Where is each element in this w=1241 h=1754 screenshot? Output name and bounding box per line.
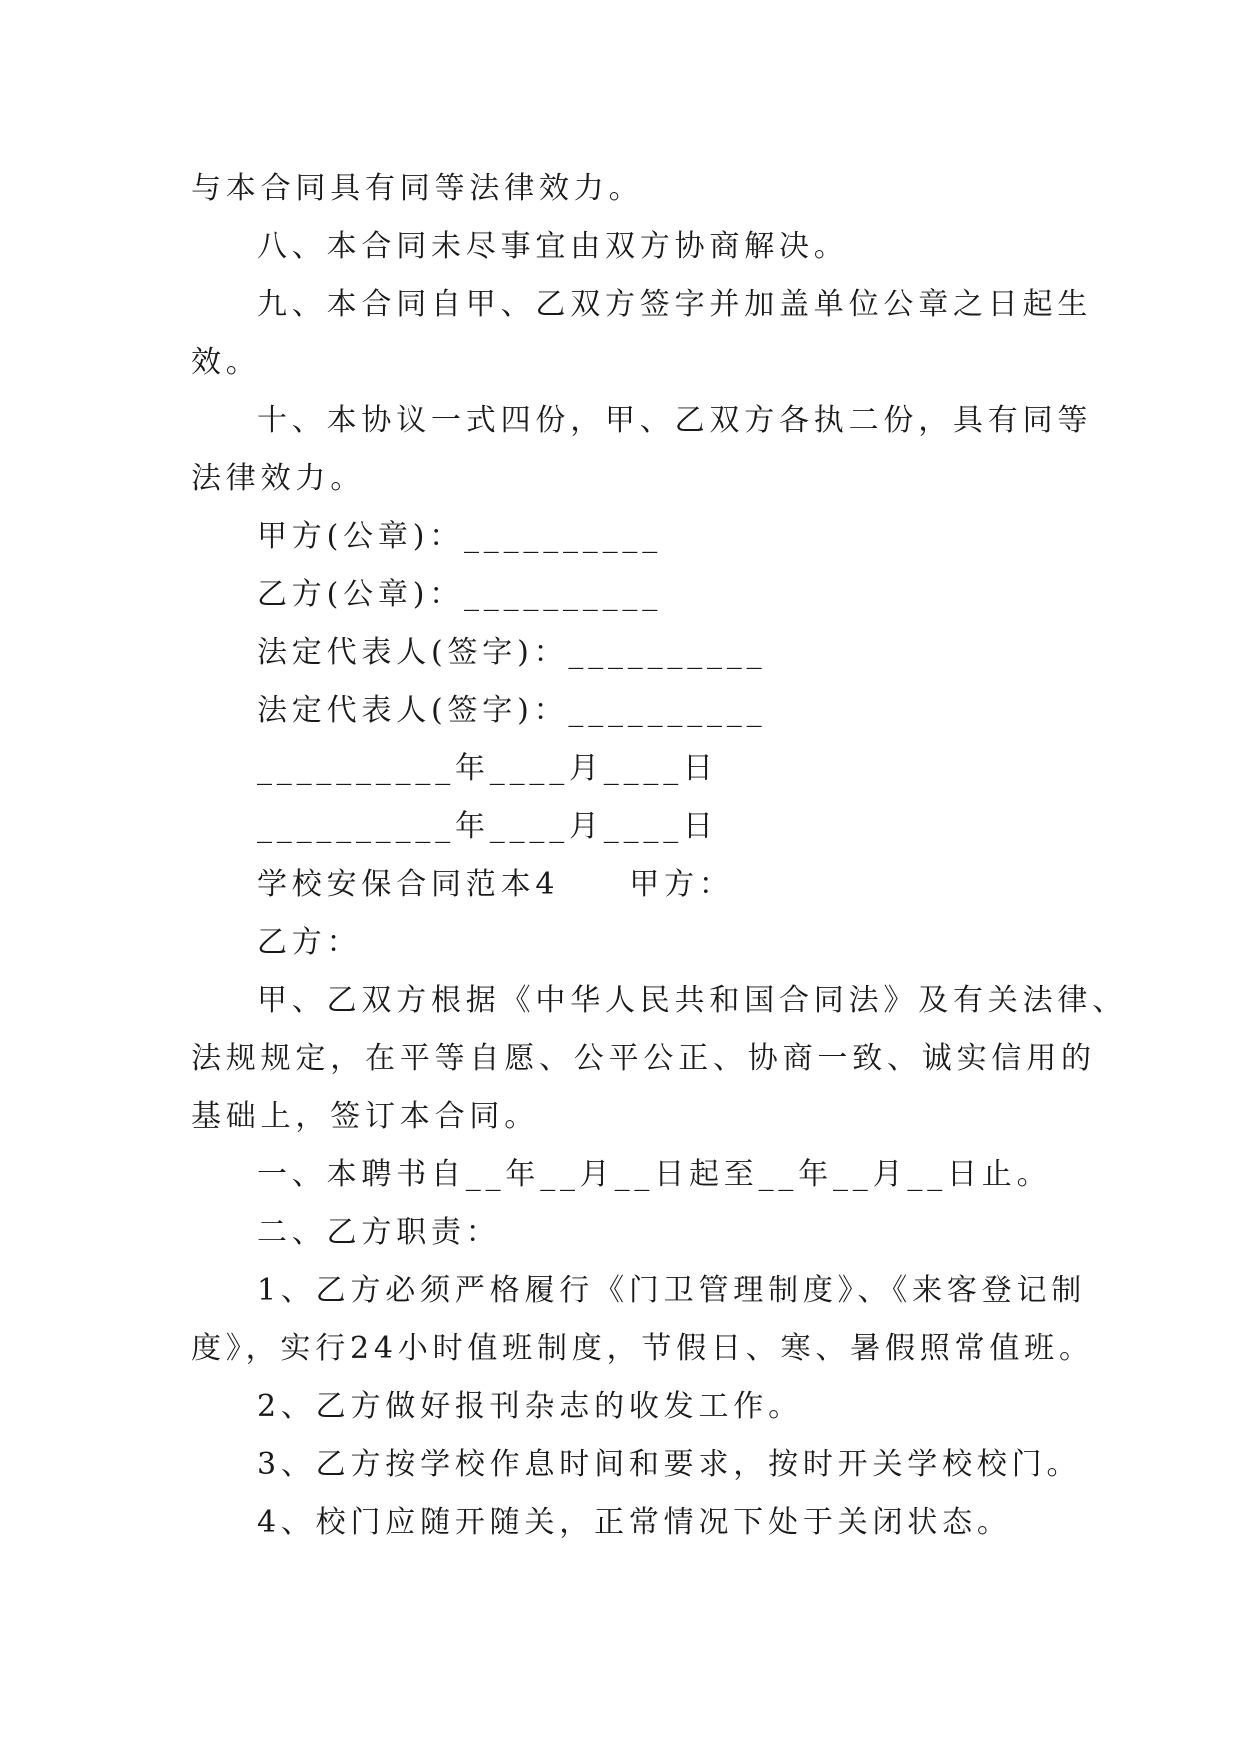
section-heading-line (191, 856, 1061, 914)
legal-rep-signature-line: 法定代表人(签字)：__________ (257, 693, 767, 728)
party-b-label: 乙方： (257, 925, 362, 960)
legal-rep-signature-line: 法定代表人(签字)：__________ (257, 635, 767, 670)
clause-one: 一、本聘书自__年__月__日起至__年__月__日止。 (257, 1157, 1052, 1192)
party-a-seal-line: 甲方(公章)：__________ (257, 519, 663, 554)
preamble-line: 甲、乙双方根据《中华人民共和国合同法》及有关法律、 (257, 983, 1127, 1018)
duty-item-3: 3、乙方按学校作息时间和要求，按时开关学校校门。 (257, 1447, 1082, 1482)
duty-item-1: 1、乙方必须严格履行《门卫管理制度》、《来客登记制 (257, 1273, 1087, 1308)
clause-nine: 九、本合同自甲、乙双方签字并加盖单位公章之日起生 (257, 287, 1093, 322)
clause-eight: 八、本合同未尽事宜由双方协商解决。 (257, 229, 849, 264)
paragraph-line: 度》，实行24小时值班制度，节假日、寒、暑假照常值班。 (191, 1331, 1094, 1366)
paragraph-line: 法规规定，在平等自愿、公平公正、协商一致、诚实信用的 (191, 1041, 1096, 1076)
paragraph-line: 与本合同具有同等法律效力。 (191, 171, 644, 206)
date-line: __________年____月____日 (257, 809, 718, 844)
paragraph-line: 基础上，签订本合同。 (191, 1099, 539, 1134)
paragraph-line: 法律效力。 (191, 461, 365, 496)
clause-ten: 十、本协议一式四份，甲、乙双方各执二份，具有同等 (257, 403, 1093, 438)
date-line: __________年____月____日 (257, 751, 718, 786)
section-title: 学校安保合同范本4 (257, 867, 560, 902)
duty-item-2: 2、乙方做好报刊杂志的收发工作。 (257, 1389, 803, 1424)
clause-two-heading: 二、乙方职责： (257, 1215, 501, 1250)
paragraph-line: 效。 (191, 345, 261, 380)
duty-item-4: 4、校门应随开随关，正常情况下处于关闭状态。 (257, 1505, 1012, 1540)
party-b-seal-line: 乙方(公章)：__________ (257, 577, 663, 612)
party-a-label: 甲方： (629, 867, 734, 902)
contract-body (191, 160, 1127, 1552)
